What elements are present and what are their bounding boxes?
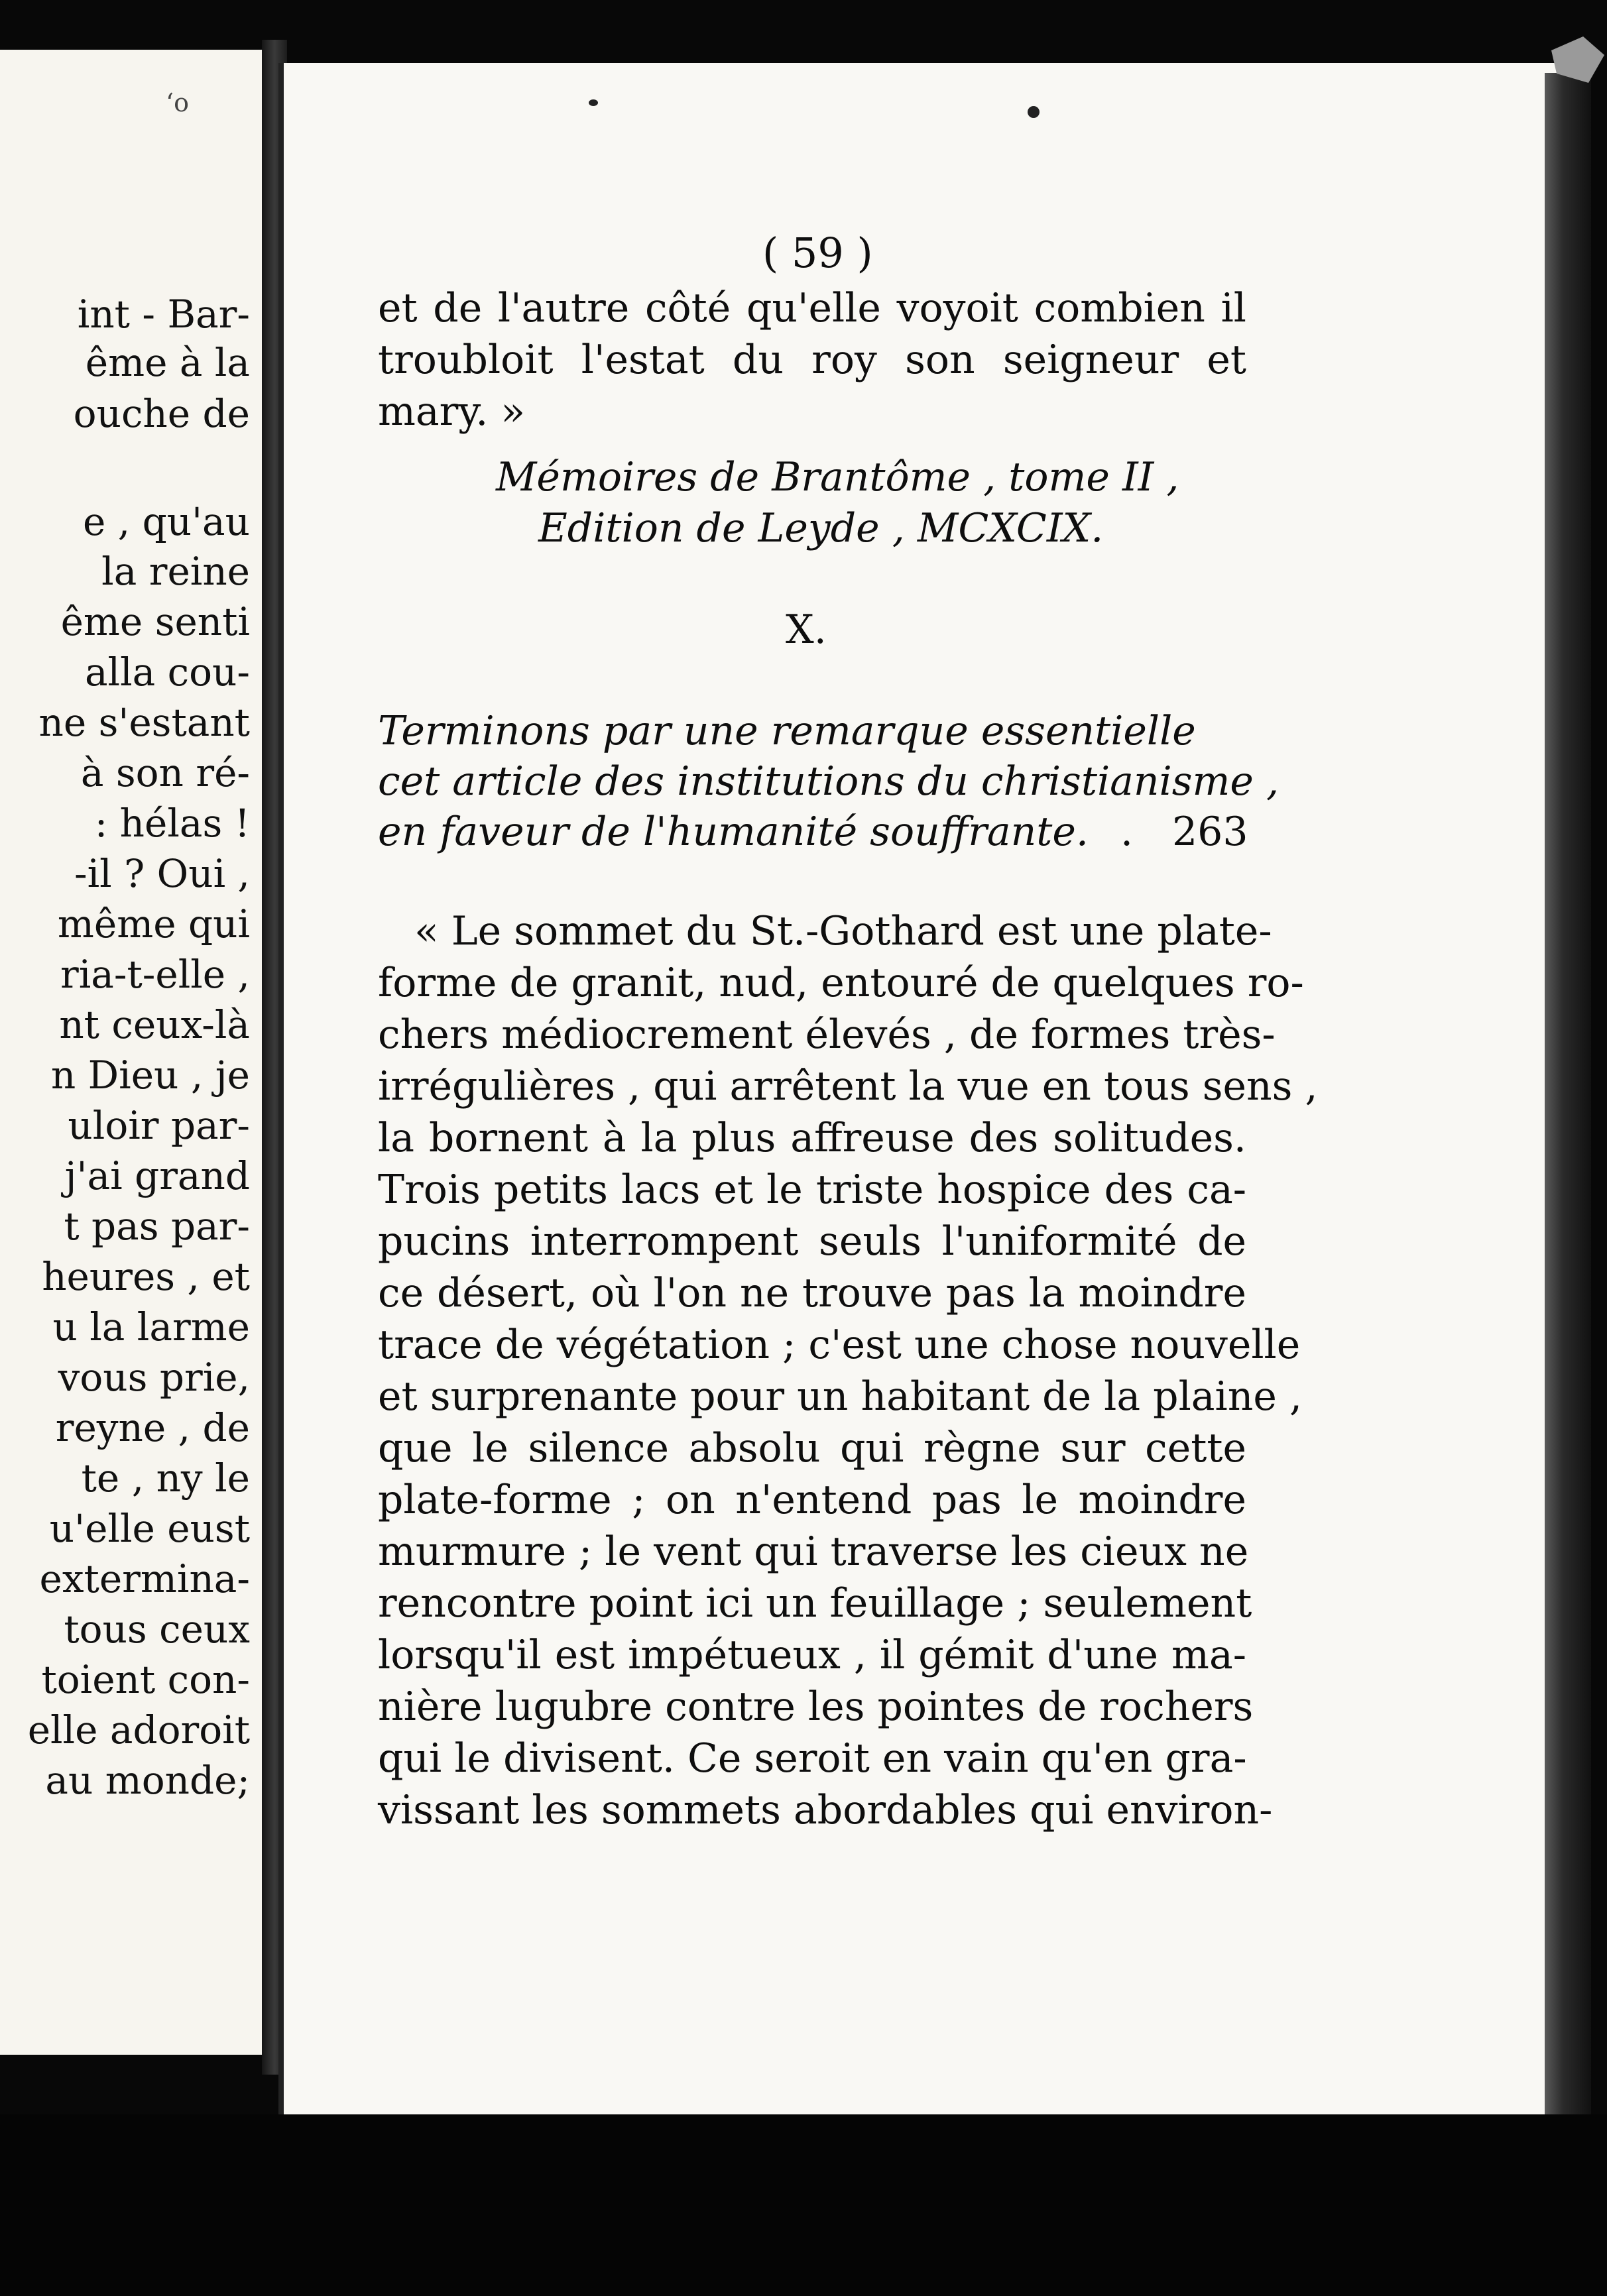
opening-line: mary. » [378,388,526,435]
left-page-line: ême senti [60,599,250,644]
previous-page-fragment [0,50,268,2055]
body-line: nière lugubre contre les pointes de rochers [378,1684,1254,1730]
toc-page-number: 263 [1172,809,1248,855]
body-line: chers médiocrement élevés , de formes très- [378,1011,1276,1058]
left-page-line: n Dieu , je [50,1053,250,1098]
body-line: trace de végétation ; c'est une chose nouvelle [378,1322,1301,1368]
left-page-line: tous ceux [64,1607,250,1652]
left-page-line: t pas par- [64,1204,250,1249]
left-page-line: vous prie, [58,1355,250,1400]
left-page-line: u la larme [52,1304,250,1349]
body-line: « Le sommet du St.-Gothard est une plate- [414,908,1272,954]
body-line: Trois petits lacs et le triste hospice des ca- [378,1167,1246,1213]
body-line: plate-forme ; on n'entend pas le moindre [378,1477,1246,1523]
body-line: la bornent à la plus affreuse des solitudes. [378,1115,1246,1161]
scan-bottom-border [0,2114,1607,2296]
left-page-line: toient con- [41,1657,250,1702]
citation-line: Edition de Leyde , MCXCIX. [538,505,1104,551]
left-page-line: ria-t-elle , [60,952,250,997]
section-number: X. [786,606,827,653]
toc-entry-line: cet article des institutions du christianisme , [378,758,1280,805]
toc-entry-line: Terminons par une remarque essentielle [378,708,1196,754]
left-page-line: e , qu'au [83,499,250,544]
body-line: vissant les sommets abordables qui environ- [378,1787,1273,1833]
page-edge-shadow [1545,73,1591,2134]
body-line: irrégulières , qui arrêtent la vue en tous sens , [378,1063,1318,1110]
left-page-line: : hélas ! [94,801,250,846]
left-page-line: u'elle eust [49,1506,250,1551]
left-page-line: la reine [101,549,250,594]
body-line: pucins interrompent seuls l'uniformité de [378,1218,1246,1265]
left-page-line: ême à la [85,340,250,385]
left-page-line: uloir par- [68,1103,250,1148]
left-page-line: heures , et [42,1254,250,1299]
left-page-line: j'ai grand [64,1153,250,1198]
page-number: ( 59 ) [762,229,873,277]
left-page-line: ne s'estant [38,700,250,745]
body-line: lorsqu'il est impétueux , il gémit d'une ma- [378,1632,1246,1678]
ink-speck [1028,106,1040,118]
left-page-line: -il ? Oui , [74,851,250,896]
left-page-line: alla cou- [84,650,250,695]
left-page-line: ouche de [73,391,250,436]
left-page-line: int - Bar- [77,292,250,337]
body-line: ce désert, où l'on ne trouve pas la moindre [378,1270,1246,1316]
left-page-line: même qui [57,901,250,947]
opening-line: et de l'autre côté qu'elle voyoit combien il [378,285,1246,331]
left-page-line: reyne , de [55,1405,250,1450]
left-page-line: elle adoroit [27,1707,250,1752]
toc-leader: . [1120,809,1134,855]
ink-speck [589,99,598,106]
body-line: rencontre point ici un feuillage ; seulement [378,1580,1252,1627]
body-line: qui le divisent. Ce seroit en vain qu'en gra- [378,1735,1247,1782]
citation-line: Mémoires de Brantôme , tome II , [496,454,1179,500]
opening-line: troubloit l'estat du roy son seigneur et [378,337,1246,383]
left-page-line: nt ceux-là [59,1002,250,1047]
body-line: que le silence absolu qui règne sur cette [378,1425,1246,1471]
left-page-line: au monde; [45,1758,250,1803]
body-line: murmure ; le vent qui traverse les cieux ne [378,1528,1249,1575]
left-page-line: extermina- [39,1556,250,1601]
toc-entry-line: en faveur de l'humanité souffrante. [378,809,1089,855]
body-line: forme de granit, nud, entouré de quelques ro- [378,960,1304,1006]
left-page-line: te , ny le [81,1456,250,1501]
left-page-line: à son ré- [80,750,250,795]
body-line: et surprenante pour un habitant de la plaine , [378,1373,1303,1420]
corner-mark-text: ‘o [166,88,189,117]
